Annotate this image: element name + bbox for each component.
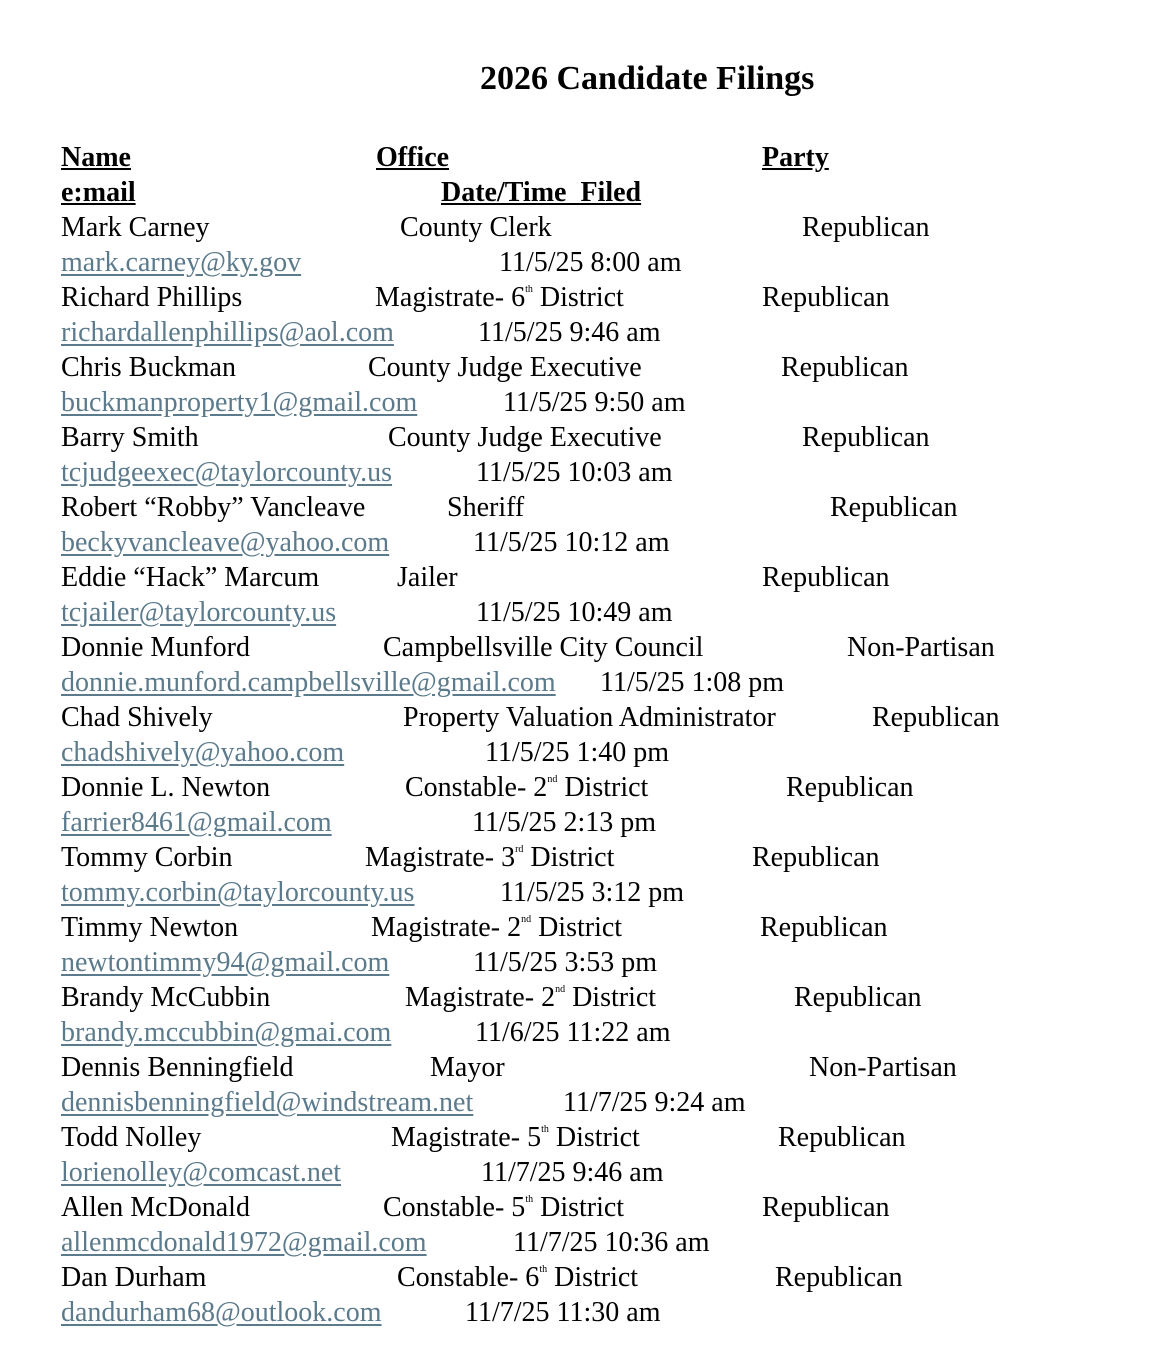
candidate-email-link[interactable]: tcjudgeexec@taylorcounty.us [61,457,393,488]
candidate-contact-row [0,735,1164,770]
office-text: Property Valuation Administrator [403,702,776,733]
candidate-contact-row [0,1015,1164,1050]
header-row-2 [0,175,1164,210]
office-text: County Clerk [400,212,552,243]
candidate-contact-row [0,455,1164,490]
candidate-filed-datetime: 11/5/25 8:00 am [499,247,682,278]
candidate-contact-row [0,805,1164,840]
candidate-filed-datetime: 11/6/25 11:22 am [475,1017,671,1048]
candidate-email-link[interactable]: dennisbenningfield@windstream.net [61,1087,474,1118]
candidate-contact-row [0,1085,1164,1120]
candidate-filed-datetime: 11/5/25 1:08 pm [600,667,785,698]
candidate-filed-datetime: 11/5/25 10:49 am [476,597,673,628]
header-office: Office [376,142,450,173]
candidate-party: Republican [781,352,909,383]
header-email: e:mail [61,177,136,208]
candidate-email-link[interactable]: mark.carney@ky.gov [61,247,302,278]
candidate-party: Republican [762,562,890,593]
header-party: Party [762,142,829,173]
candidate-name: Brandy McCubbin [61,982,271,1013]
candidate-party: Republican [786,772,914,803]
candidate-office [447,490,524,525]
office-text: Magistrate- 2 [371,912,522,943]
candidate-office [391,1120,640,1155]
candidate-office [371,910,622,945]
candidate-name: Chris Buckman [61,352,236,383]
office-suffix: District [565,982,657,1013]
candidate-office [430,1050,505,1085]
candidate-name: Chad Shively [61,702,213,733]
office-ordinal: th [539,1264,548,1275]
candidate-contact-row [0,385,1164,420]
office-ordinal: th [525,284,533,295]
candidate-filed-datetime: 11/7/25 9:46 am [481,1157,664,1188]
candidate-filed-datetime: 11/5/25 10:12 am [473,527,670,558]
candidate-email-link[interactable]: farrier8461@gmail.com [61,807,332,838]
office-text: Constable- 2 [405,772,548,803]
candidate-row [0,840,1164,875]
candidate-row [0,980,1164,1015]
candidate-party: Republican [775,1262,903,1293]
candidate-email-link[interactable]: tcjailer@taylorcounty.us [61,597,337,628]
candidate-contact-row [0,315,1164,350]
candidate-name: Donnie Munford [61,632,250,663]
candidate-office [388,420,662,455]
office-text: Magistrate- 5 [391,1122,542,1153]
candidate-name: Timmy Newton [61,912,239,943]
candidate-office [383,630,703,665]
office-suffix: District [532,282,624,313]
office-text: Magistrate- 3 [365,842,516,873]
candidate-filed-datetime: 11/5/25 9:50 am [503,387,686,418]
candidate-row [0,1190,1164,1225]
office-text: Constable- 6 [397,1262,540,1293]
candidate-office [403,700,776,735]
candidate-office [405,980,656,1015]
office-suffix: District [523,842,615,873]
candidate-row [0,210,1164,245]
candidate-email-link[interactable]: donnie.munford.campbellsville@gmail.com [61,667,556,698]
candidate-email-link[interactable]: beckyvancleave@yahoo.com [61,527,390,558]
office-ordinal: th [541,1124,549,1135]
office-text: Sheriff [447,492,525,523]
candidate-office [365,840,614,875]
candidate-name: Richard Phillips [61,282,243,313]
candidate-email-link[interactable]: buckmanproperty1@gmail.com [61,387,418,418]
office-text: Jailer [397,562,458,593]
candidate-row [0,1120,1164,1155]
office-suffix: District [547,1262,639,1293]
office-ordinal: nd [547,774,558,785]
candidate-row [0,910,1164,945]
candidate-party: Republican [802,422,930,453]
office-text: County Judge Executive [368,352,642,383]
candidate-office [400,210,552,245]
candidate-name: Barry Smith [61,422,199,453]
office-ordinal: nd [555,984,566,995]
office-text: Mayor [430,1052,505,1083]
candidate-name: Tommy Corbin [61,842,233,873]
candidate-filed-datetime: 11/5/25 2:13 pm [472,807,657,838]
office-text: Magistrate- 6 [375,282,526,313]
candidate-party: Republican [778,1122,906,1153]
candidate-party: Republican [760,912,888,943]
office-text: Constable- 5 [383,1192,526,1223]
candidate-contact-row [0,525,1164,560]
candidate-email-link[interactable]: tommy.corbin@taylorcounty.us [61,877,415,908]
candidate-party: Republican [762,1192,890,1223]
office-suffix: District [533,1192,625,1223]
office-ordinal: rd [515,844,524,855]
office-ordinal: th [525,1194,534,1205]
candidate-email-link[interactable]: richardallenphillips@aol.com [61,317,394,348]
candidate-office [405,770,648,805]
candidate-office [397,560,458,595]
candidate-name: Todd Nolley [61,1122,202,1153]
candidate-email-link[interactable]: dandurham68@outlook.com [61,1297,382,1328]
candidate-contact-row [0,1295,1164,1330]
candidate-filed-datetime: 11/7/25 9:24 am [563,1087,746,1118]
candidate-row [0,490,1164,525]
candidate-filed-datetime: 11/5/25 3:12 pm [500,877,685,908]
candidate-contact-row [0,665,1164,700]
candidate-party: Republican [762,282,890,313]
office-text: Campbellsville City Council [383,632,704,663]
candidate-party: Republican [752,842,880,873]
candidate-contact-row [0,1225,1164,1260]
candidate-party: Non-Partisan [847,632,995,663]
candidate-row [0,700,1164,735]
candidate-row [0,1260,1164,1295]
candidate-name: Eddie “Hack” Marcum [61,562,320,593]
candidate-row [0,560,1164,595]
office-ordinal: nd [521,914,532,925]
office-text: County Judge Executive [388,422,662,453]
candidate-name: Dennis Benningfield [61,1052,294,1083]
candidate-party: Republican [802,212,930,243]
candidate-name: Robert “Robby” Vancleave [61,492,366,523]
candidate-party: Republican [794,982,922,1013]
candidate-name: Dan Durham [61,1262,207,1293]
candidate-contact-row [0,595,1164,630]
header-row-1 [0,140,1164,175]
candidate-name: Donnie L. Newton [61,772,271,803]
candidate-row [0,630,1164,665]
candidate-name: Allen McDonald [61,1192,250,1223]
candidate-office [397,1260,638,1295]
candidate-email-link[interactable]: brandy.mccubbin@gmai.com [61,1017,392,1048]
candidate-office [375,280,624,315]
candidate-filed-datetime: 11/5/25 10:03 am [476,457,673,488]
candidate-name: Mark Carney [61,212,210,243]
candidate-filed-datetime: 11/5/25 1:40 pm [485,737,670,768]
candidate-filed-datetime: 11/7/25 10:36 am [513,1227,710,1258]
candidate-contact-row [0,1155,1164,1190]
header-datetime: Date/Time Filed [441,177,642,208]
candidate-party: Republican [830,492,958,523]
candidate-contact-row [0,245,1164,280]
candidate-email-link[interactable]: lorienolley@comcast.net [61,1157,342,1188]
candidate-row [0,350,1164,385]
candidate-filed-datetime: 11/7/25 11:30 am [465,1297,661,1328]
candidate-contact-row [0,945,1164,980]
office-suffix: District [548,1122,640,1153]
candidate-contact-row [0,875,1164,910]
office-suffix: District [531,912,623,943]
candidate-row [0,770,1164,805]
candidate-office [383,1190,624,1225]
candidate-filed-datetime: 11/5/25 3:53 pm [473,947,658,978]
office-text: Magistrate- 2 [405,982,556,1013]
candidate-filed-datetime: 11/5/25 9:46 am [478,317,661,348]
candidate-email-link[interactable]: newtontimmy94@gmail.com [61,947,390,978]
candidate-party: Republican [872,702,1000,733]
candidate-row [0,280,1164,315]
page-title: 2026 Candidate Filings [480,60,815,97]
candidate-email-link[interactable]: allenmcdonald1972@gmail.com [61,1227,427,1258]
candidate-party: Non-Partisan [809,1052,957,1083]
office-suffix: District [557,772,649,803]
candidate-row [0,1050,1164,1085]
candidate-row [0,420,1164,455]
candidate-office [368,350,642,385]
header-name: Name [61,142,131,173]
candidate-email-link[interactable]: chadshively@yahoo.com [61,737,345,768]
